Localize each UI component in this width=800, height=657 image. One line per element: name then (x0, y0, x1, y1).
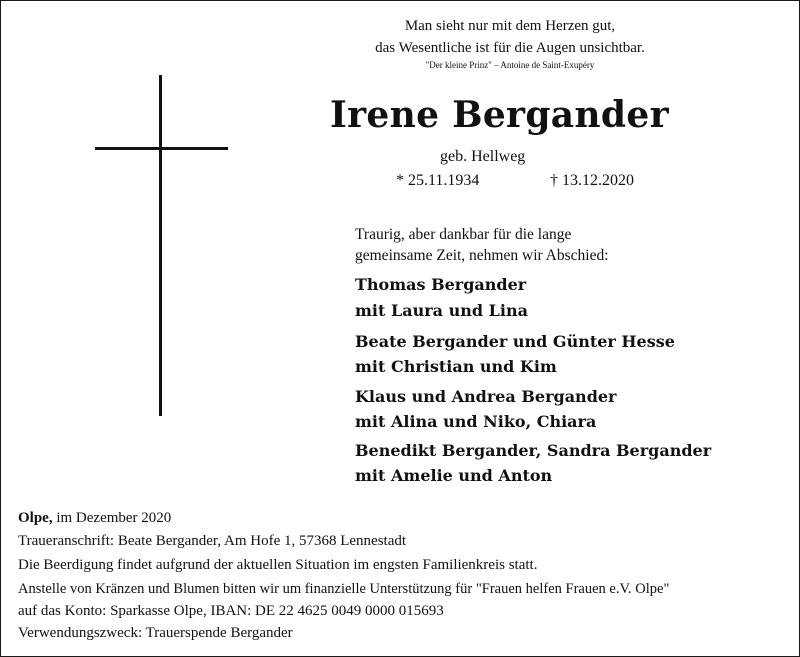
mourner-line: mit Amelie und Anton (355, 466, 553, 485)
donation-line-1: Anstelle von Kränzen und Blumen bitten wir um finanzielle Unterstützung für "Frauen helfen Frauen e.V. Olpe" (18, 581, 670, 597)
deceased-name: Irene Bergander (330, 94, 669, 136)
mourner-line: mit Alina und Niko, Chiara (355, 412, 597, 431)
mourner-line: Beate Bergander und Günter Hesse (355, 332, 675, 351)
date: im Dezember 2020 (52, 510, 172, 526)
intro-line-1: Traurig, aber dankbar für die lange (355, 226, 572, 243)
cross-vertical-bar (159, 75, 162, 416)
mourner-line: Klaus und Andrea Bergander (355, 387, 617, 406)
death-date: † 13.12.2020 (550, 172, 634, 189)
quote-line-1: Man sieht nur mit dem Herzen gut, (404, 18, 616, 34)
cross-horizontal-bar (95, 147, 228, 150)
intro-line-2: gemeinsame Zeit, nehmen wir Abschied: (355, 247, 609, 264)
donation-purpose: Verwendungszweck: Trauerspende Bergander (18, 625, 293, 641)
place: Olpe, (18, 510, 53, 526)
birth-date: * 25.11.1934 (396, 172, 480, 189)
quote-source: "Der kleine Prinz" – Antoine de Saint-Exupéry (425, 60, 595, 70)
mourner-line: Thomas Bergander (355, 275, 527, 294)
donation-line-2: auf das Konto: Sparkasse Olpe, IBAN: DE 22 4625 0049 0000 015693 (18, 603, 444, 619)
quote-line-2: das Wesentliche ist für die Augen unsichtbar. (375, 40, 645, 56)
mourner-line: Benedikt Bergander, Sandra Bergander (355, 441, 712, 460)
mourner-line: mit Laura und Lina (355, 301, 528, 320)
maiden-name: geb. Hellweg (440, 148, 526, 165)
funeral-note: Die Beerdigung findet aufgrund der aktuellen Situation im engsten Familienkreis statt. (18, 557, 538, 573)
mourning-address: Traueranschrift: Beate Bergander, Am Hofe 1, 57368 Lennestadt (18, 533, 407, 549)
mourner-line: mit Christian und Kim (355, 357, 557, 376)
place-date-line (18, 510, 171, 527)
